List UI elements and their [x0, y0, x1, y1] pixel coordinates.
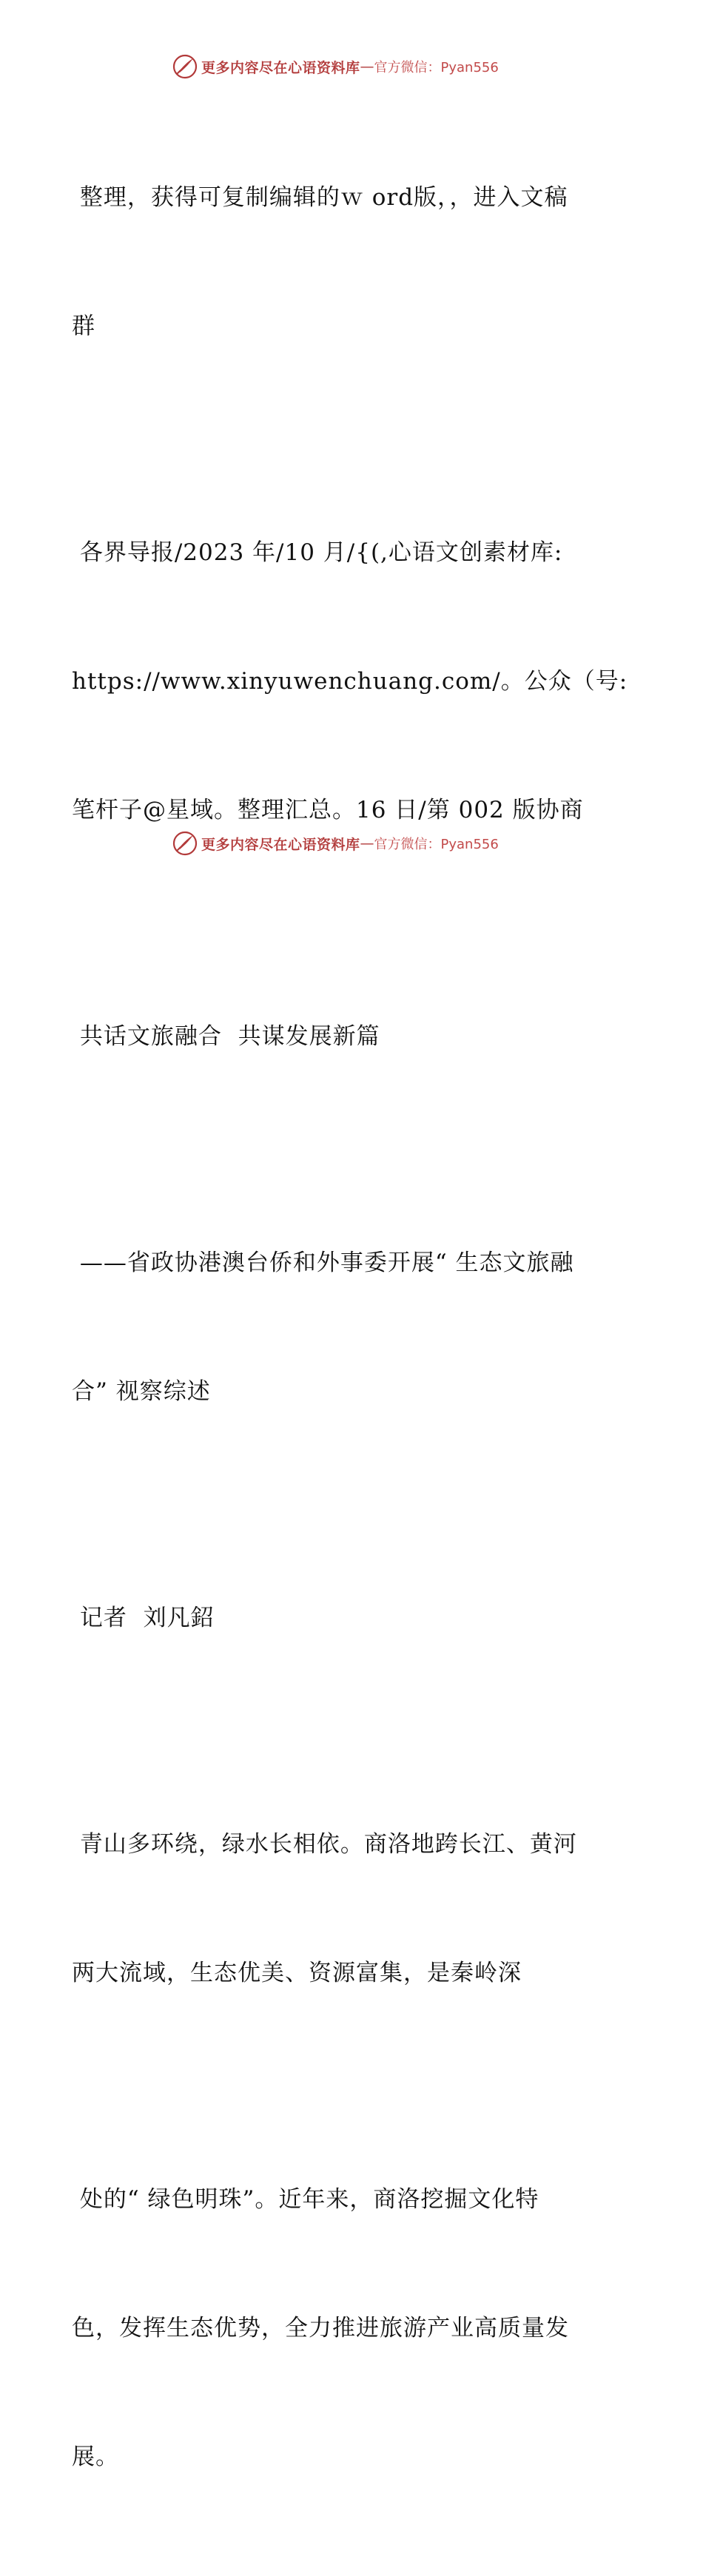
- quill-seal-icon: [172, 53, 198, 80]
- text-line: 各界导报/2023 年/10 月/{(,心语文创素材库:: [72, 539, 563, 566]
- banner-separator: —: [360, 835, 374, 852]
- banner-library-text: 更多内容尽在心语资料库: [201, 836, 360, 853]
- text-line: 群: [72, 313, 95, 340]
- header-banner: [172, 52, 499, 81]
- footer-banner: [172, 829, 499, 858]
- subtitle-line: ——省政协港澳台侨和外事委开展“ 生态文旅融: [72, 1250, 574, 1276]
- paragraph: [72, 90, 634, 434]
- document-body: [72, 90, 634, 2576]
- paragraph: [72, 2092, 634, 2564]
- article-title: [72, 929, 634, 1144]
- banner-library-text: 更多内容尽在心语资料库: [201, 59, 360, 76]
- text-line: 青山多环绕，绿水长相依。商洛地跨长江、黄河: [72, 1831, 577, 1858]
- text-line: 色，发挥生态优势，全力推进旅游产业高质量发: [72, 2315, 569, 2341]
- text-line: 展。: [72, 2444, 119, 2470]
- byline: [72, 1511, 634, 1725]
- byline-text: 记者 刘凡鉊: [72, 1605, 215, 1631]
- banner-separator: —: [360, 58, 374, 75]
- text-line: 笔杆子@星域。整理汇总。16 日/第 002 版协商: [72, 797, 584, 823]
- banner-wechat-text: 官方微信：Pyan556: [374, 60, 499, 75]
- title-line: 共话文旅融合 共谋发展新篇: [72, 1023, 380, 1050]
- source-url-line: https://www.xinyuwenchuang.com/。公众（号:: [72, 668, 628, 695]
- article-subtitle: [72, 1156, 634, 1499]
- text-line: 整理，获得可复制编辑的ｗ ord版，，进入文稿: [72, 184, 568, 211]
- subtitle-line: 合” 视察综述: [72, 1378, 211, 1405]
- paragraph: [72, 1737, 634, 2080]
- banner-wechat-text: 官方微信：Pyan556: [374, 837, 499, 852]
- text-line: 处的“ 绿色明珠”。近年来，商洛挖掘文化特: [72, 2186, 539, 2213]
- text-line: 两大流域，生态优美、资源富集，是秦岭深: [72, 1960, 522, 1986]
- quill-seal-icon: [172, 830, 198, 857]
